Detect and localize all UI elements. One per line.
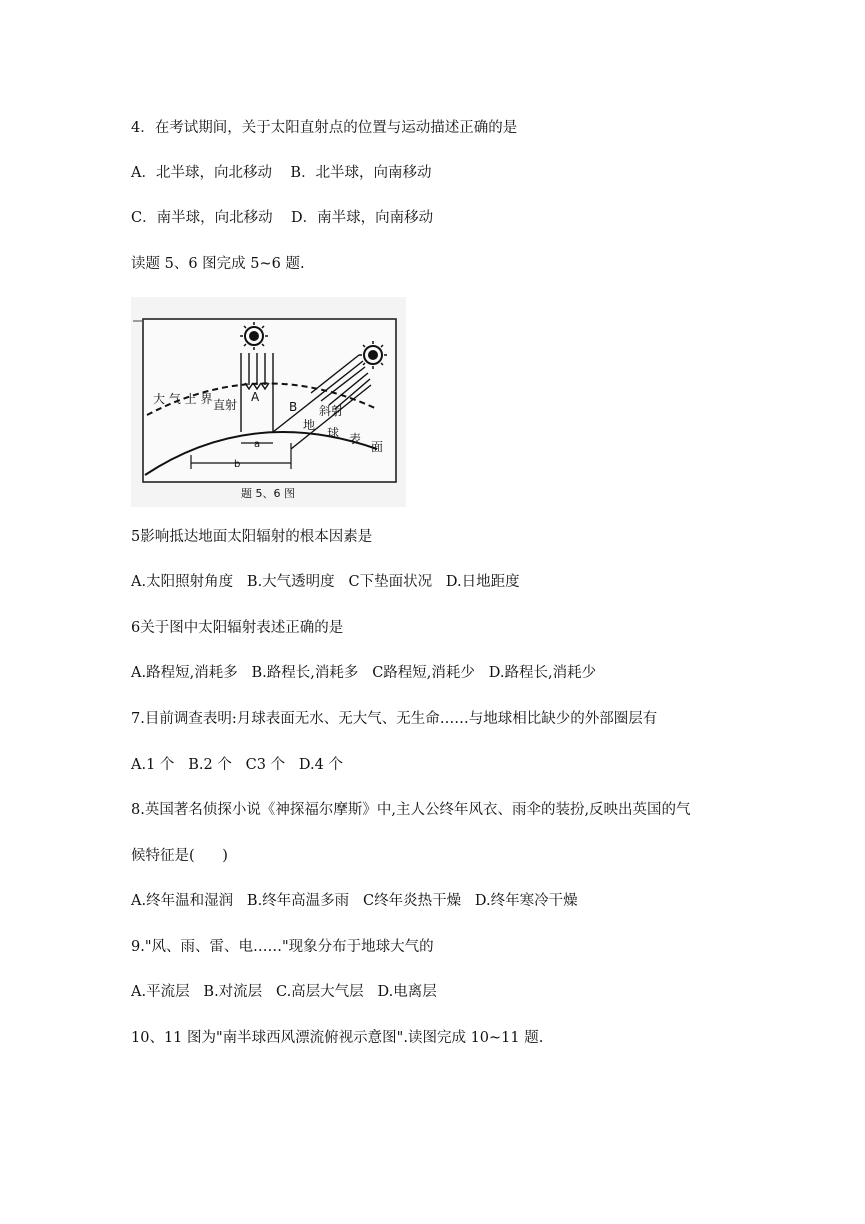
label-b: b xyxy=(234,459,241,470)
label-atmosphere-top: 大 气 上 界 xyxy=(153,392,213,406)
q5-stem: 5影响抵达地面太阳辐射的根本因素是 xyxy=(131,529,373,545)
q6-options: A.路程短,消耗多 B.路程长,消耗多 C路程短,消耗少 D.路程长,消耗少 xyxy=(131,665,597,681)
q9-stem: 9."风、雨、雷、电……"现象分布于地球大气的 xyxy=(131,939,434,955)
q4-options-cd: C．南半球，向北移动 D．南半球，向南移动 xyxy=(131,210,434,226)
intro-5-6: 读题 5、6 图完成 5~6 题. xyxy=(131,256,305,272)
q4-options-ab: A．北半球，向北移动 B．北半球，向南移动 xyxy=(131,165,432,181)
q5-options: A.太阳照射角度 B.大气透明度 C下垫面状况 D.日地距度 xyxy=(131,574,520,590)
label-surface-4: 面 xyxy=(371,440,384,454)
q7-stem: 7.目前调查表明:月球表面无水、无大气、无生命……与地球相比缺少的外部圈层有 xyxy=(131,711,658,727)
figure-caption: 题 5、6 图 xyxy=(241,487,295,500)
figure-svg xyxy=(131,297,406,507)
label-a: a xyxy=(254,439,261,450)
label-A: A xyxy=(251,390,260,404)
sun-oblique-icon xyxy=(359,341,387,369)
label-surface-2: 球 xyxy=(327,426,340,440)
q8-stem-line2: 候特征是( ) xyxy=(131,848,228,864)
label-surface-3: 表 xyxy=(349,432,362,446)
label-surface-1: 地 xyxy=(303,418,316,432)
q9-options: A.平流层 B.对流层 C.高层大气层 D.电离层 xyxy=(131,984,437,1000)
q8-options: A.终年温和湿润 B.终年高温多雨 C终年炎热干燥 D.终年寒冷干燥 xyxy=(131,893,578,909)
q4-stem: 4．在考试期间，关于太阳直射点的位置与运动描述正确的是 xyxy=(131,120,518,136)
label-oblique: 斜射 xyxy=(319,404,344,418)
figure-solar-radiation xyxy=(131,297,406,507)
q6-stem: 6关于图中太阳辐射表述正确的是 xyxy=(131,620,344,636)
sun-direct-icon xyxy=(240,322,268,350)
q7-options: A.1 个 B.2 个 C3 个 D.4 个 xyxy=(131,757,343,773)
q8-stem-line1: 8.英国著名侦探小说《神探福尔摩斯》中,主人公终年风衣、雨伞的装扮,反映出英国的气 xyxy=(131,802,691,818)
label-B: B xyxy=(289,400,298,414)
intro-10-11: 10、11 图为"南半球西风漂流俯视示意图".读图完成 10~11 题. xyxy=(131,1030,544,1046)
label-direct: 直射 xyxy=(213,398,238,412)
